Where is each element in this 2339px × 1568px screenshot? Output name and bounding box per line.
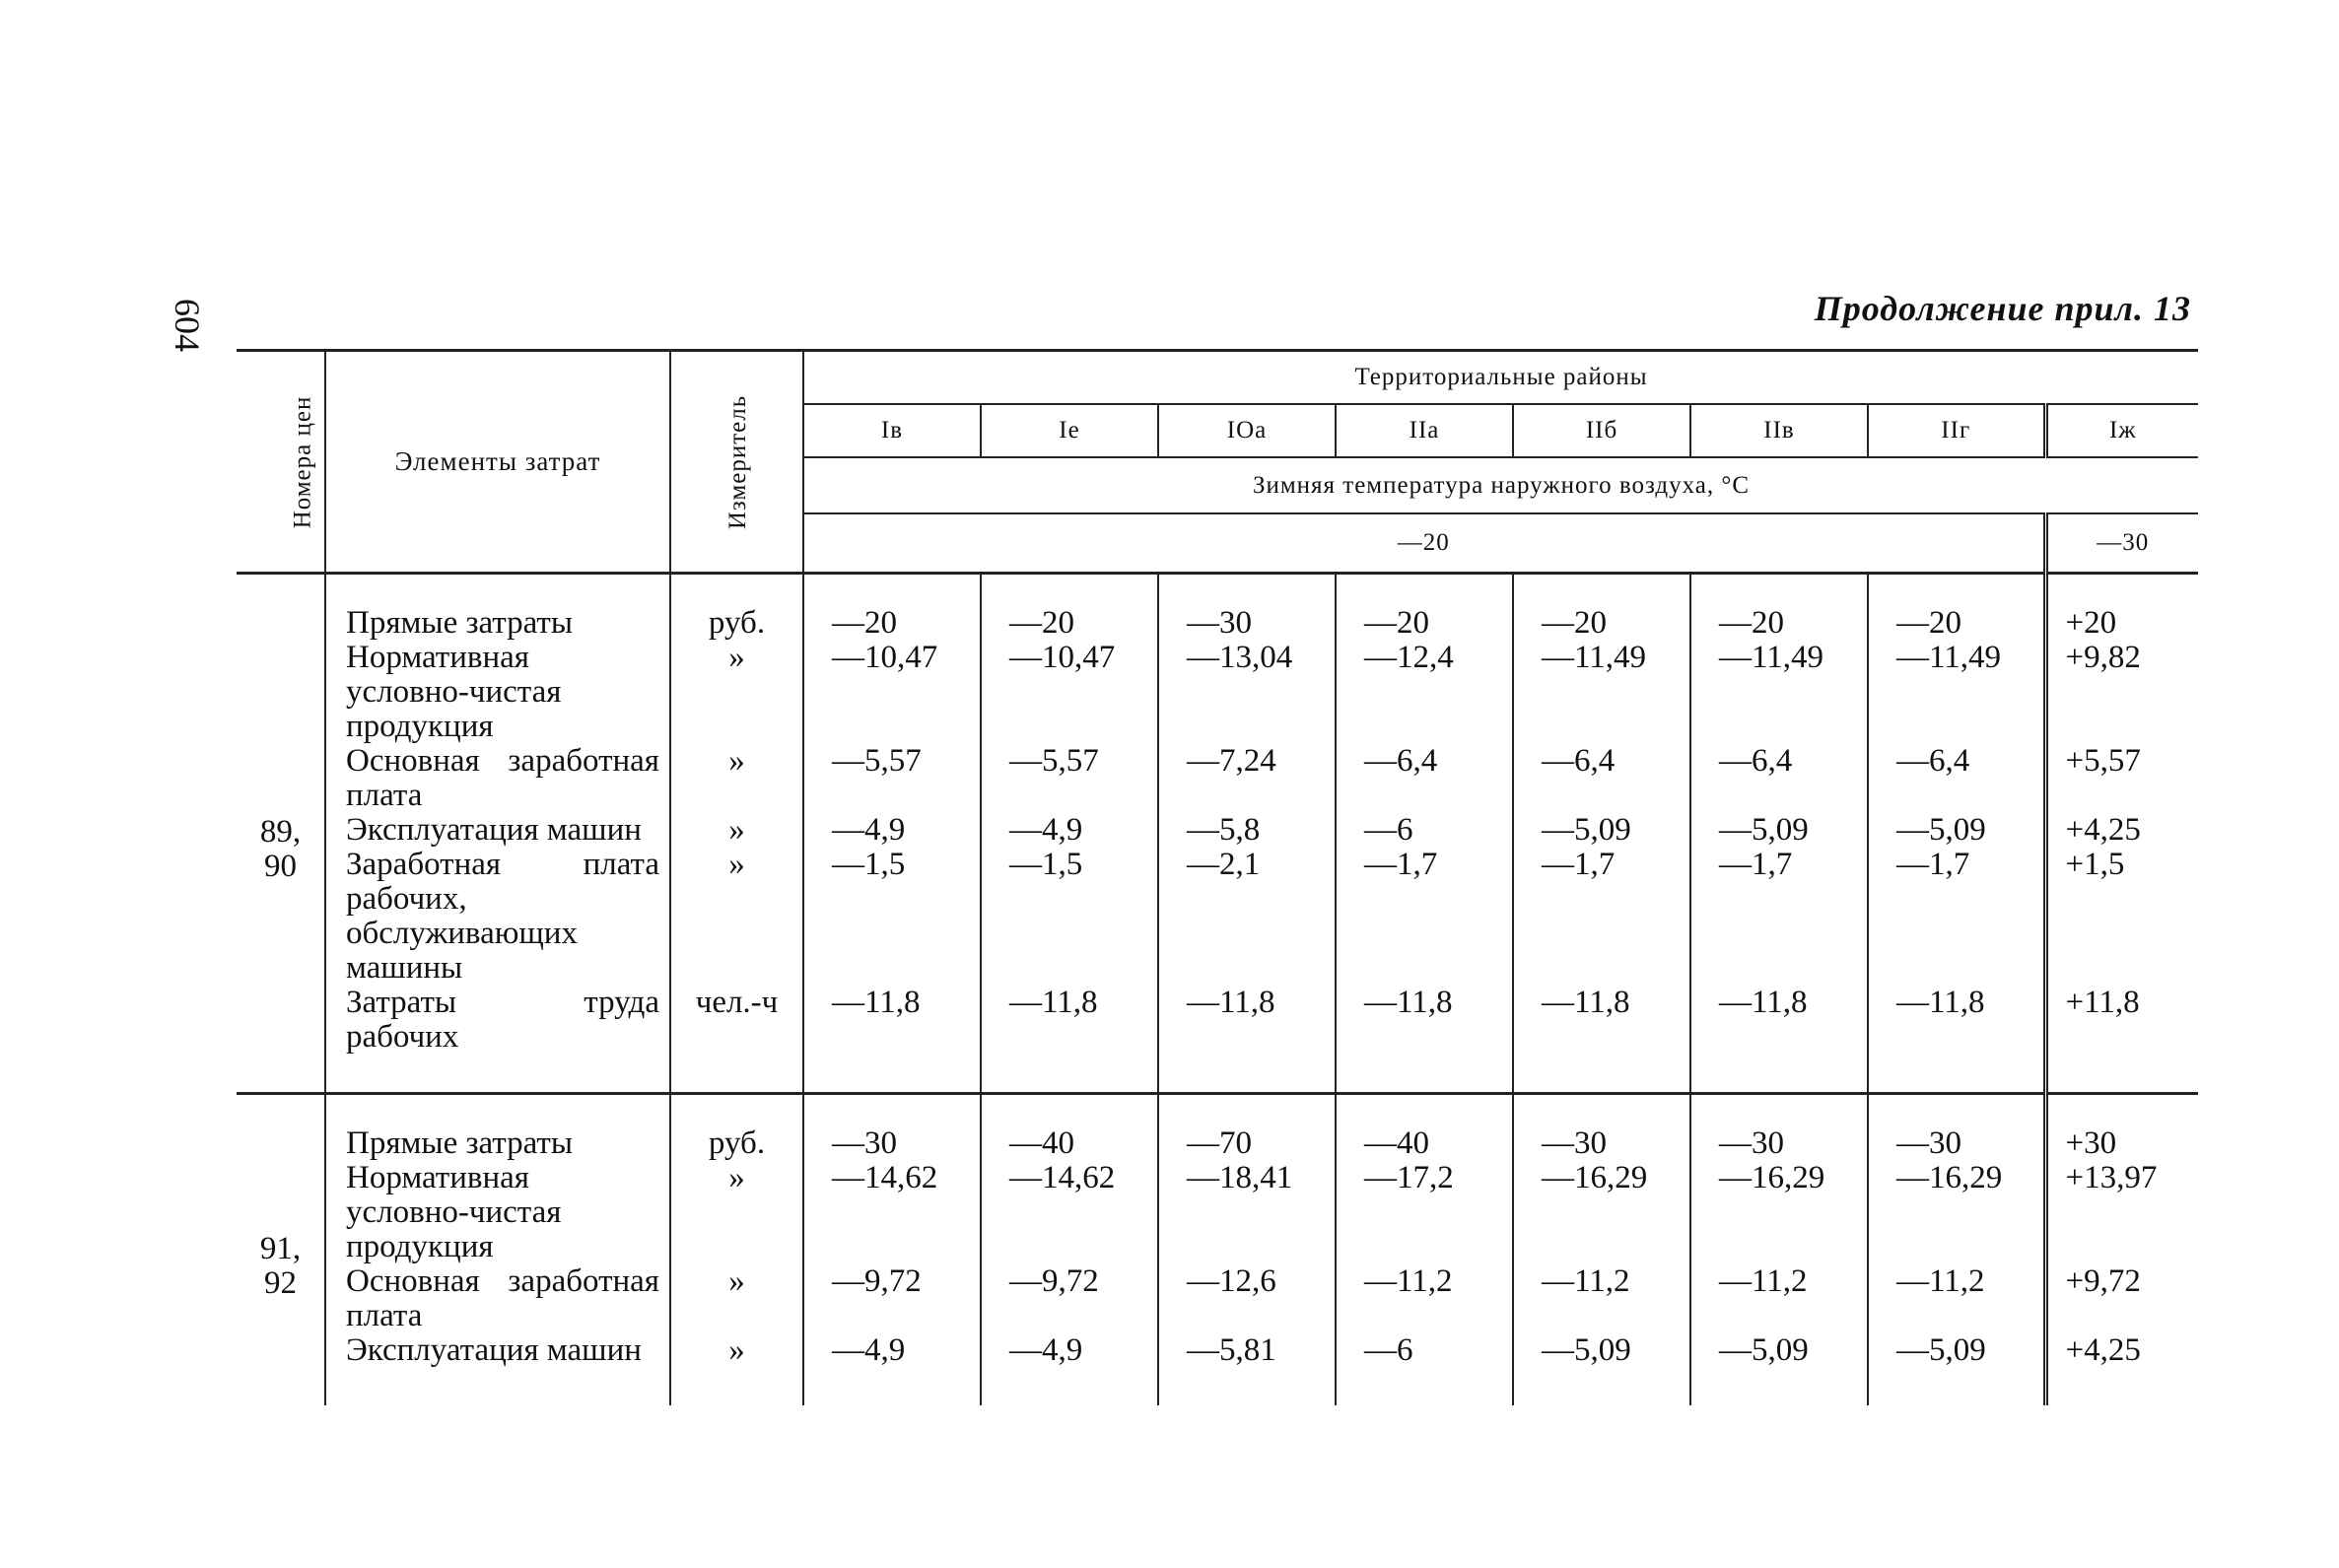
- unit-header: Измеритель: [670, 351, 803, 574]
- value-cell: —4,9: [981, 813, 1158, 848]
- value-cell: —9,72: [803, 1264, 981, 1333]
- value-cell: —1,5: [803, 848, 981, 986]
- value-cell: —6: [1336, 813, 1513, 848]
- value-cell: —14,62: [803, 1161, 981, 1264]
- continuation-title: Продолжение прил. 13: [1814, 289, 2191, 328]
- districts-title: Территориальные районы: [803, 351, 2198, 405]
- value-cell: +4,25: [2045, 813, 2198, 848]
- value-cell: —11,2: [1896, 1263, 1985, 1299]
- value-cell: —11,2: [1690, 1264, 1868, 1333]
- value-cell: —11,2: [1513, 1264, 1690, 1333]
- value-cell: —1,7: [1336, 848, 1513, 986]
- value-cell: —1,7: [1690, 848, 1868, 986]
- element-cell: Заработная плата рабочих, обслуживающих машины: [325, 848, 670, 986]
- value-cell: —1,7: [1896, 847, 1970, 882]
- value-cell: +30: [2045, 1094, 2198, 1162]
- table-row: [237, 1333, 2198, 1405]
- cost-table: [237, 349, 2198, 1405]
- value-cell: —4,9: [803, 1333, 981, 1405]
- value-cell: —1,7: [1513, 848, 1690, 986]
- element-cell: Эксплуатация машин: [325, 813, 670, 848]
- value-cell: —20: [1868, 574, 2045, 642]
- value-cell: —5,8: [1158, 813, 1336, 848]
- value-cell: —6,4: [1896, 743, 1970, 779]
- unit-cell: »: [670, 813, 803, 848]
- table-row: [237, 1161, 2198, 1264]
- element-cell: Прямые затраты: [325, 574, 670, 642]
- value-cell: —12,4: [1336, 641, 1513, 744]
- value-cell: +11,8: [2045, 986, 2198, 1094]
- value-cell: —5,81: [1158, 1333, 1336, 1405]
- value-cell: —11,8: [1336, 986, 1513, 1094]
- value-cell: —16,29: [1690, 1161, 1868, 1264]
- value-cell: —18,41: [1158, 1161, 1336, 1264]
- district-header: IIв: [1690, 404, 1868, 457]
- value-cell: —11,49: [1896, 640, 2002, 675]
- value-cell: —5,57: [981, 744, 1158, 813]
- value-cell: —16,29: [1896, 1160, 2003, 1195]
- value-cell: —11,49: [1690, 641, 1868, 744]
- value-cell: —12,6: [1158, 1264, 1336, 1333]
- value-cell: —40: [1336, 1094, 1513, 1162]
- value-cell: —5,09: [1513, 813, 1690, 848]
- table-row: [237, 574, 2198, 642]
- value-cell: +13,97: [2045, 1161, 2198, 1264]
- element-cell: Основная заработная плата: [325, 1264, 670, 1333]
- value-cell: —1,5: [981, 848, 1158, 986]
- price-numbers-header: Номера цен: [237, 351, 325, 574]
- elements-header: Элементы затрат: [325, 351, 670, 574]
- value-cell: —11,8: [803, 986, 981, 1094]
- value-cell: —11,2: [1336, 1264, 1513, 1333]
- value-cell: —30: [1868, 1094, 2045, 1162]
- element-cell: Нормативная условно-чистая продукция: [325, 641, 670, 744]
- value-cell: —5,09: [1513, 1333, 1690, 1405]
- value-cell: —11,49: [1513, 641, 1690, 744]
- value-cell: —11,8: [1158, 986, 1336, 1094]
- table-body: [237, 574, 2198, 1406]
- value-cell: +5,57: [2045, 744, 2198, 813]
- value-cell: —13,04: [1158, 641, 1336, 744]
- element-cell: Прямые затраты: [325, 1094, 670, 1162]
- value-cell: —4,9: [803, 813, 981, 848]
- table-row: [237, 848, 2198, 986]
- value-cell: —30: [1690, 1094, 1868, 1162]
- district-header: Iж: [2045, 404, 2198, 457]
- element-cell: Затраты труда рабочих: [325, 986, 670, 1094]
- value-cell: —40: [981, 1094, 1158, 1162]
- district-header: IIг: [1868, 404, 2045, 457]
- unit-cell: руб.: [670, 574, 803, 642]
- value-cell: —7,24: [1158, 744, 1336, 813]
- value-cell: —16,29: [1513, 1161, 1690, 1264]
- district-header: IIа: [1336, 404, 1513, 457]
- value-cell: —5,57: [803, 744, 981, 813]
- page-number: 604: [168, 299, 207, 352]
- unit-cell: »: [670, 1264, 803, 1333]
- table-row: [237, 744, 2198, 813]
- value-cell: —6,4: [1513, 744, 1690, 813]
- unit-cell: руб.: [670, 1094, 803, 1162]
- value-cell: —6,4: [1690, 744, 1868, 813]
- unit-cell: чел.-ч: [670, 986, 803, 1094]
- value-cell: —10,47: [803, 641, 981, 744]
- unit-cell: »: [670, 641, 803, 744]
- value-cell: +1,5: [2045, 848, 2198, 986]
- element-cell: Основная заработная плата: [325, 744, 670, 813]
- value-cell: +9,72: [2045, 1264, 2198, 1333]
- value-cell: —11,8: [981, 986, 1158, 1094]
- price-numbers-cell: 89, 90: [237, 574, 325, 1094]
- value-cell: —11,8: [1896, 985, 1985, 1020]
- unit-cell: »: [670, 744, 803, 813]
- table-row: [237, 641, 2198, 744]
- value-cell: —5,09: [1690, 1333, 1868, 1405]
- table-header: [237, 351, 2198, 574]
- unit-cell: »: [670, 848, 803, 986]
- temperature-last: —30: [2045, 513, 2198, 574]
- value-cell: +4,25: [2045, 1333, 2198, 1405]
- district-header: Iе: [981, 404, 1158, 457]
- table-row: [237, 1264, 2198, 1333]
- table-row: [237, 1094, 2198, 1162]
- element-cell: Эксплуатация машин: [325, 1333, 670, 1405]
- district-header: Iв: [803, 404, 981, 457]
- table-row: [237, 986, 2198, 1094]
- district-header: IIб: [1513, 404, 1690, 457]
- temperature-title: Зимняя температура наружного воздуха, °С: [803, 457, 2198, 513]
- value-cell: —30: [1158, 574, 1336, 642]
- value-cell: —10,47: [981, 641, 1158, 744]
- district-header: IOа: [1158, 404, 1336, 457]
- value-cell: +20: [2045, 574, 2198, 642]
- value-cell: —2,1: [1158, 848, 1336, 986]
- value-cell: —20: [1690, 574, 1868, 642]
- temperature-main: —20: [803, 513, 2045, 574]
- table-row: [237, 813, 2198, 848]
- value-cell: —14,62: [981, 1161, 1158, 1264]
- value-cell: —11,8: [1513, 986, 1690, 1094]
- value-cell: —5,09: [1896, 812, 1986, 848]
- value-cell: —30: [803, 1094, 981, 1162]
- value-cell: —20: [803, 574, 981, 642]
- value-cell: —70: [1158, 1094, 1336, 1162]
- value-cell: —4,9: [981, 1333, 1158, 1405]
- value-cell: —20: [981, 574, 1158, 642]
- value-cell: —30: [1513, 1094, 1690, 1162]
- value-cell: —6: [1336, 1333, 1513, 1405]
- value-cell: +9,82: [2045, 641, 2198, 744]
- element-cell: Нормативная условно-чистая продукция: [325, 1161, 670, 1264]
- unit-cell: »: [670, 1333, 803, 1405]
- value-cell: —11,8: [1690, 986, 1868, 1094]
- value-cell: —6,4: [1336, 744, 1513, 813]
- value-cell: —5,09: [1896, 1332, 1986, 1368]
- value-cell: —9,72: [981, 1264, 1158, 1333]
- value-cell: —17,2: [1336, 1161, 1513, 1264]
- unit-cell: »: [670, 1161, 803, 1264]
- value-cell: —20: [1336, 574, 1513, 642]
- price-numbers-cell: 91, 92: [237, 1094, 325, 1406]
- value-cell: —20: [1513, 574, 1690, 642]
- value-cell: —5,09: [1690, 813, 1868, 848]
